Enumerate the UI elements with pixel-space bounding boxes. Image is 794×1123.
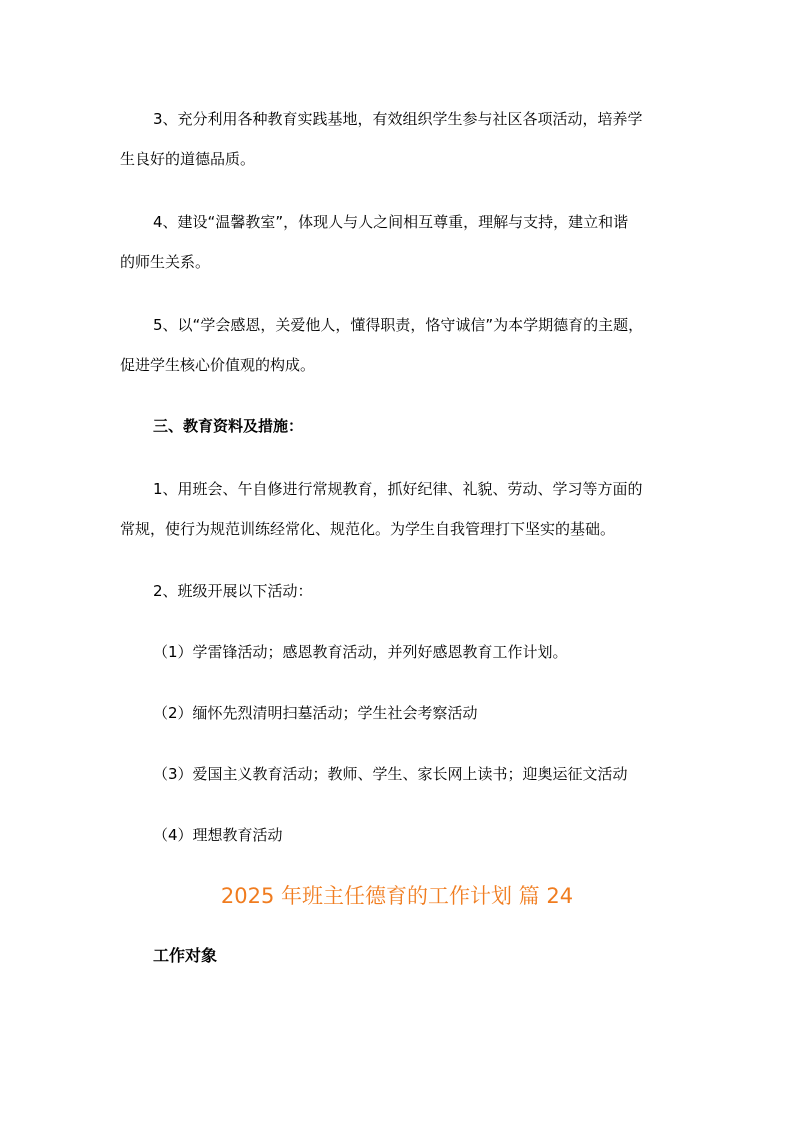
activity-item-4: （4）理想教育活动 <box>153 826 283 844</box>
section-heading: 三、教育资料及措施： <box>153 417 304 435</box>
paragraph-3-line-1: 3、充分利用各种教育实践基地，有效组织学生参与社区各项活动，培养学 <box>153 110 643 128</box>
measure-1-line-1: 1、用班会、午自修进行常规教育，抓好纪律、礼貌、劳动、学习等方面的 <box>153 480 643 498</box>
paragraph-4-line-1: 4、建设“温馨教室”，体现人与人之间相互尊重，理解与支持，建立和谐 <box>153 213 629 231</box>
article-title: 2025 年班主任德育的工作计划 篇 24 <box>220 884 574 908</box>
paragraph-5-line-1: 5、以“学会感恩，关爱他人，懂得职责，恪守诚信”为本学期德育的主题， <box>153 316 644 334</box>
paragraph-5-line-2: 促进学生核心价值观的构成。 <box>120 356 316 374</box>
paragraph-4-line-2: 的师生关系。 <box>120 253 211 271</box>
activity-item-1: （1）学雷锋活动；感恩教育活动，并列好感恩教育工作计划。 <box>153 643 568 661</box>
activity-item-2: （2）缅怀先烈清明扫墓活动；学生社会考察活动 <box>153 704 478 722</box>
subheading-work-target: 工作对象 <box>153 946 218 965</box>
activity-item-3: （3）爱国主义教育活动；教师、学生、家长网上读书；迎奥运征文活动 <box>153 765 628 783</box>
measure-1-line-2: 常规，使行为规范训练经常化、规范化。为学生自我管理打下坚实的基础。 <box>120 520 616 538</box>
paragraph-3-line-2: 生良好的道德品质。 <box>120 150 256 168</box>
measure-2: 2、班级开展以下活动： <box>153 582 313 600</box>
